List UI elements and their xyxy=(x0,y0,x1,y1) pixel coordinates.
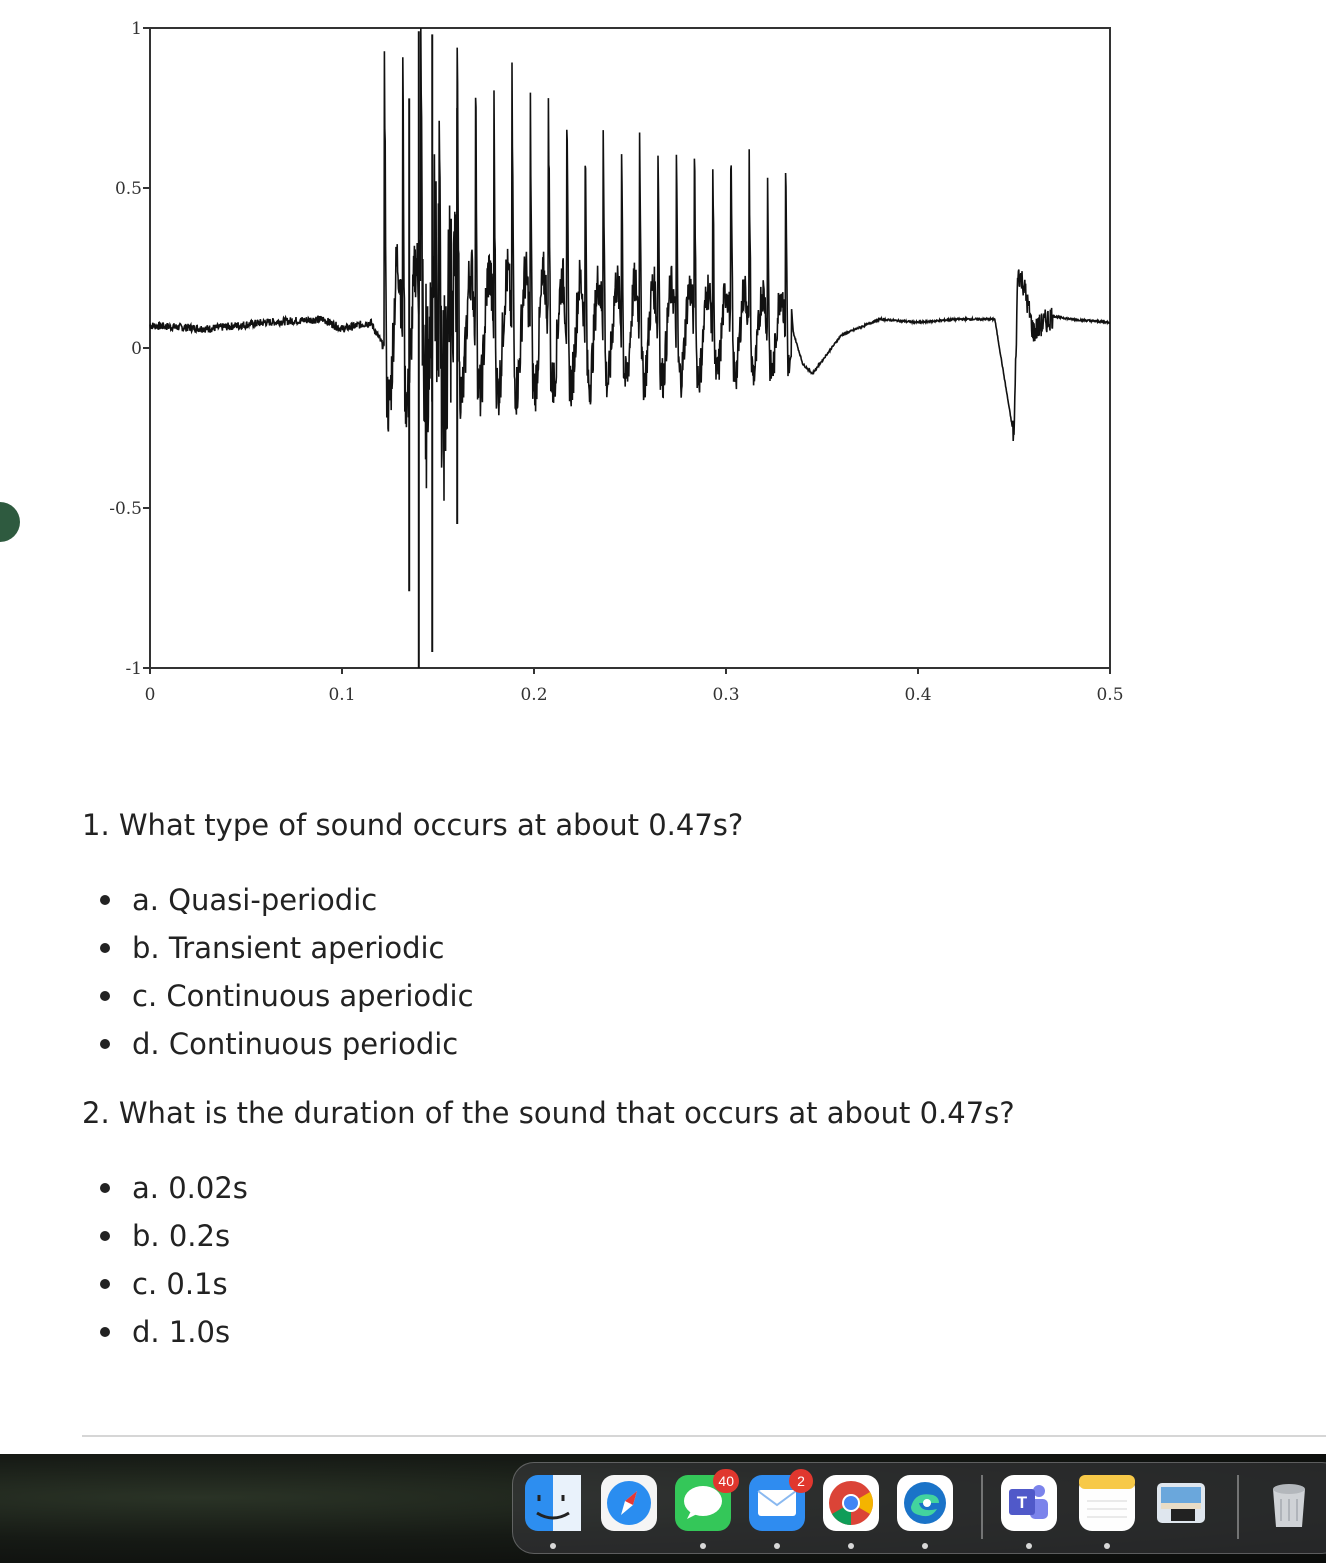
question-1-options xyxy=(100,876,474,1068)
y-tick-label: 0 xyxy=(131,339,142,359)
running-indicator xyxy=(922,1543,928,1549)
question-1-option-c xyxy=(100,972,474,1020)
x-tick-label: 0.3 xyxy=(712,685,740,705)
finder-icon[interactable] xyxy=(525,1475,581,1531)
question-2-option-a xyxy=(100,1164,248,1212)
chrome-icon[interactable] xyxy=(823,1475,879,1531)
option-label: d. 1.0s xyxy=(132,1315,231,1349)
safari-icon[interactable] xyxy=(601,1475,657,1531)
y-tick-label: -1 xyxy=(125,659,142,679)
running-indicator xyxy=(700,1543,706,1549)
content-divider xyxy=(82,1435,1326,1437)
y-tick-label: 0.5 xyxy=(114,179,142,199)
x-axis xyxy=(145,668,1124,705)
svg-text:T: T xyxy=(1016,1493,1028,1512)
running-indicator xyxy=(774,1543,780,1549)
x-tick-label: 0.4 xyxy=(904,685,932,705)
running-indicator xyxy=(550,1543,556,1549)
bullet-icon xyxy=(100,1327,110,1337)
preview-icon[interactable] xyxy=(1153,1475,1209,1531)
option-label: c. Continuous aperiodic xyxy=(132,979,474,1013)
option-label: b. Transient aperiodic xyxy=(132,931,445,965)
edge-icon[interactable] xyxy=(897,1475,953,1531)
notification-badge: 2 xyxy=(789,1469,813,1493)
option-label: a. Quasi-periodic xyxy=(132,883,378,917)
option-label: a. 0.02s xyxy=(132,1171,248,1205)
question-2-option-d xyxy=(100,1308,248,1356)
y-tick-label: -0.5 xyxy=(109,499,142,519)
dock xyxy=(512,1462,1326,1554)
y-tick-label: 1 xyxy=(131,19,142,39)
question-1-text: 1. What type of sound occurs at about 0.47s? xyxy=(82,808,744,842)
dock-separator xyxy=(1237,1475,1239,1539)
bullet-icon xyxy=(100,991,110,1001)
running-indicator xyxy=(1026,1543,1032,1549)
mail-icon[interactable] xyxy=(749,1475,805,1531)
bullet-icon xyxy=(100,1231,110,1241)
teams-icon[interactable] xyxy=(1001,1475,1057,1531)
question-1-option-a xyxy=(100,876,474,924)
notes-icon[interactable] xyxy=(1079,1475,1135,1531)
question-2-text: 2. What is the duration of the sound that occurs at about 0.47s? xyxy=(82,1096,1015,1130)
question-2-option-c xyxy=(100,1260,248,1308)
trash-icon[interactable] xyxy=(1261,1475,1317,1531)
question-2-option-b xyxy=(100,1212,248,1260)
bullet-icon xyxy=(100,1279,110,1289)
waveform-chart xyxy=(0,0,1326,720)
bullet-icon xyxy=(100,1183,110,1193)
x-tick-label: 0.5 xyxy=(1096,685,1124,705)
bullet-icon xyxy=(100,1039,110,1049)
y-axis xyxy=(109,19,150,679)
bullet-icon xyxy=(100,943,110,953)
running-indicator xyxy=(1104,1543,1110,1549)
option-label: b. 0.2s xyxy=(132,1219,231,1253)
running-indicator xyxy=(848,1543,854,1549)
option-label: c. 0.1s xyxy=(132,1267,228,1301)
bullet-icon xyxy=(100,895,110,905)
notification-badge: 40 xyxy=(713,1469,739,1493)
x-tick-label: 0 xyxy=(144,685,156,705)
messages-icon[interactable] xyxy=(675,1473,734,1531)
option-label: d. Continuous periodic xyxy=(132,1027,459,1061)
dock-separator xyxy=(981,1475,983,1539)
question-1-option-b xyxy=(100,924,474,972)
question-1-option-d xyxy=(100,1020,474,1068)
x-tick-label: 0.1 xyxy=(328,685,356,705)
x-tick-label: 0.2 xyxy=(520,685,548,705)
question-2-options xyxy=(100,1164,248,1356)
